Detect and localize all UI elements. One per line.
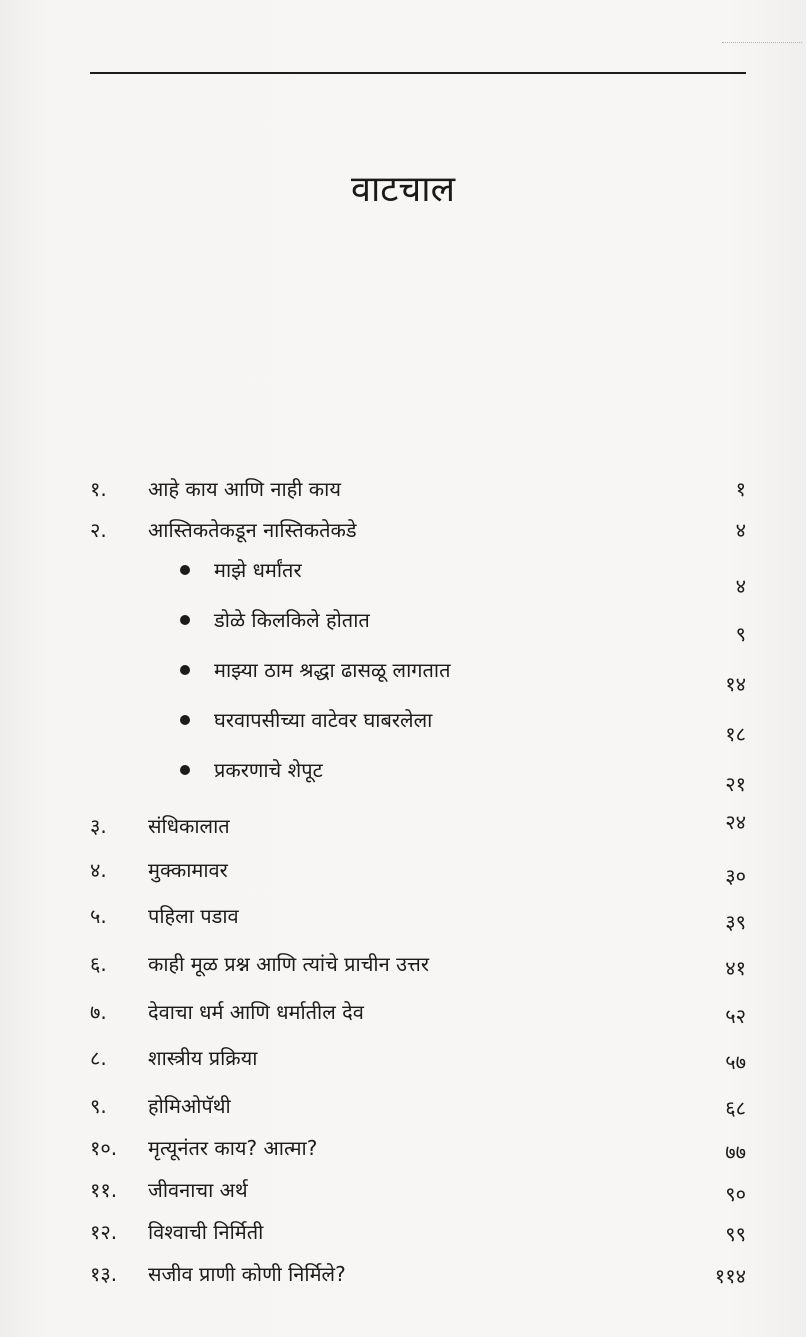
bullet-icon bbox=[180, 565, 190, 575]
entry-label: शास्त्रीय प्रक्रिया bbox=[148, 1046, 258, 1070]
toc-entry bbox=[90, 1258, 746, 1290]
subentry-label: डोळे किलकिले होतात bbox=[214, 608, 370, 632]
entry-page-number: १ bbox=[735, 477, 746, 501]
toc-entry bbox=[90, 996, 746, 1028]
entry-number: ६. bbox=[90, 952, 107, 976]
entry-label: संधिकालात bbox=[148, 814, 230, 838]
page-title: वाटचाल bbox=[350, 169, 456, 210]
entry-page-number: २४ bbox=[725, 810, 746, 834]
entry-number: ३. bbox=[90, 814, 107, 838]
subentry-page-number: १८ bbox=[725, 722, 746, 746]
subentry-label: घरवापसीच्या वाटेवर घाबरलेला bbox=[214, 708, 433, 732]
bullet-icon bbox=[180, 715, 190, 725]
subentry-label: माझ्या ठाम श्रद्धा ढासळू लागतात bbox=[214, 658, 451, 682]
toc-subentry bbox=[90, 654, 746, 696]
subentry-label: प्रकरणाचे शेपूट bbox=[214, 758, 323, 782]
toc-subentry bbox=[90, 704, 746, 746]
entry-label: मृत्यूनंतर काय? आत्मा? bbox=[148, 1136, 318, 1160]
entry-page-number: ६८ bbox=[725, 1096, 746, 1120]
subentry-label: माझे धर्मांतर bbox=[214, 558, 302, 582]
toc-entry bbox=[90, 1216, 746, 1248]
entry-label: विश्वाची निर्मिती bbox=[148, 1220, 264, 1244]
toc-entry bbox=[90, 810, 746, 842]
entry-page-number: ३९ bbox=[725, 910, 746, 934]
entry-number: ५. bbox=[90, 904, 107, 928]
entry-number: ९. bbox=[90, 1094, 107, 1118]
entry-page-number: ५७ bbox=[725, 1050, 746, 1074]
entry-label: जीवनाचा अर्थ bbox=[148, 1178, 248, 1202]
entry-label: आस्तिकतेकडून नास्तिकतेकडे bbox=[148, 518, 357, 542]
entry-number: ११. bbox=[90, 1178, 118, 1202]
entry-label: सजीव प्राणी कोणी निर्मिले? bbox=[148, 1262, 346, 1286]
entry-label: मुक्कामावर bbox=[148, 858, 228, 882]
entry-label: पहिला पडाव bbox=[148, 904, 239, 928]
entry-page-number: ३० bbox=[725, 864, 746, 888]
entry-number: २. bbox=[90, 518, 107, 542]
toc-entry bbox=[90, 900, 746, 932]
entry-number: १२. bbox=[90, 1220, 118, 1244]
entry-label: देवाचा धर्म आणि धर्मातील देव bbox=[148, 1000, 364, 1024]
toc-entry bbox=[90, 1174, 746, 1206]
entry-page-number: ४१ bbox=[725, 956, 746, 980]
toc-entry bbox=[90, 1090, 746, 1122]
entry-number: १०. bbox=[90, 1136, 118, 1160]
entry-number: ७. bbox=[90, 1000, 107, 1024]
subentry-page-number: १४ bbox=[725, 672, 746, 696]
entry-page-number: ७७ bbox=[725, 1140, 746, 1164]
toc-entry bbox=[90, 1132, 746, 1164]
entry-label: काही मूळ प्रश्न आणि त्यांचे प्राचीन उत्तर bbox=[148, 952, 430, 976]
entry-page-number: ५२ bbox=[725, 1004, 746, 1028]
subentry-page-number: २१ bbox=[725, 772, 746, 796]
entry-page-number: ११४ bbox=[714, 1264, 746, 1288]
toc-entry bbox=[90, 948, 746, 980]
toc-subentry bbox=[90, 754, 746, 796]
entry-number: १३. bbox=[90, 1262, 118, 1286]
toc-subentry bbox=[90, 604, 746, 646]
bullet-icon bbox=[180, 615, 190, 625]
entry-number: ८. bbox=[90, 1046, 107, 1070]
toc-entry bbox=[90, 473, 746, 505]
entry-page-number: ९० bbox=[725, 1182, 746, 1206]
toc-entry bbox=[90, 514, 746, 546]
bullet-icon bbox=[180, 665, 190, 675]
bullet-icon bbox=[180, 765, 190, 775]
subentry-page-number: ९ bbox=[735, 622, 746, 646]
toc-entry bbox=[90, 854, 746, 886]
entry-number: ४. bbox=[90, 858, 107, 882]
entry-page-number: ९९ bbox=[725, 1222, 746, 1246]
entry-number: १. bbox=[90, 477, 107, 501]
entry-label: आहे काय आणि नाही काय bbox=[148, 477, 341, 501]
entry-page-number: ४ bbox=[735, 518, 746, 542]
toc-entry bbox=[90, 1042, 746, 1074]
entry-label: होमिओपॅथी bbox=[148, 1094, 231, 1118]
subentry-page-number: ४ bbox=[735, 574, 746, 598]
toc-subentry bbox=[90, 554, 746, 598]
